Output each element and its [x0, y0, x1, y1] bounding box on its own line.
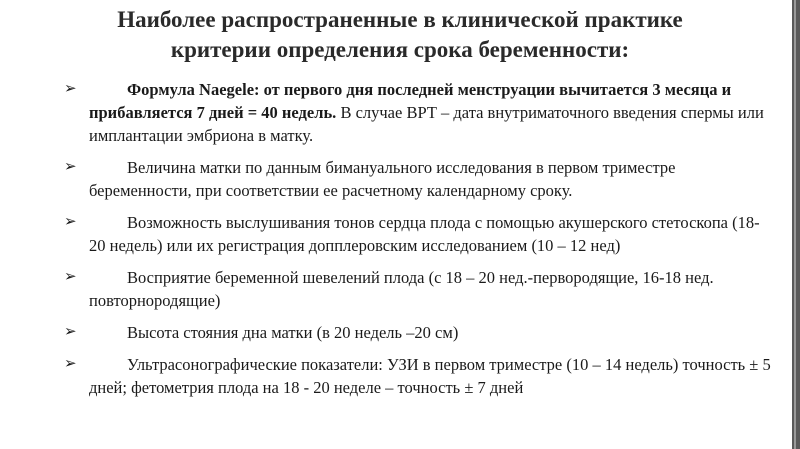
list-item-fetal-movements [60, 266, 775, 312]
arrow-bullet-icon: ➢ [64, 81, 77, 97]
list-item-naegele [60, 78, 775, 147]
list-item-ultrasound [60, 353, 775, 399]
list-item-text: Высота стояния дна матки (в 20 недель –20 см) [127, 323, 459, 342]
list-item-text: Ультрасонографические показатели: УЗИ в первом триместре (10 – 14 недель) точность ± 5 дней; фетометрия плода на 18 - 20 неделе – точность ± 7 дней [89, 355, 771, 397]
list-item-text: Возможность выслушивания тонов сердца плода с помощью акушерского стетоскопа (18-20 недель) или их регистрация допплеровским исследованием (10 – 12 нед) [89, 213, 760, 255]
list-item-uterus-size [60, 156, 775, 202]
arrow-bullet-icon: ➢ [64, 159, 77, 175]
slide-title-line-2: критерии определения срока беременности: [170, 37, 630, 62]
arrow-bullet-icon: ➢ [64, 356, 77, 372]
arrow-bullet-icon: ➢ [64, 214, 77, 230]
arrow-bullet-icon: ➢ [64, 324, 77, 340]
right-edge-bar [792, 0, 800, 449]
list-item-heart-tones [60, 211, 775, 257]
right-edge-stripe [794, 0, 796, 449]
arrow-bullet-icon: ➢ [64, 269, 77, 285]
criteria-list [60, 78, 775, 408]
list-item-text: Восприятие беременной шевелений плода (с 18 – 20 нед.-первородящие, 16-18 нед. повторнородящие) [89, 268, 714, 310]
list-item-text [89, 78, 775, 147]
list-item-bold-text: Формула Naegele: от первого дня последней менструации вычитается 3 месяца и прибавляется 7 дней = 40 недель. [89, 80, 732, 122]
list-item-fundal-height [60, 321, 775, 344]
list-item-text: Величина матки по данным бимануального исследования в первом триместре беременности, при соответствии ее расчетному календарному сроку. [89, 158, 676, 200]
slide-title [60, 5, 740, 65]
slide-title-line-1: Наиболее распространенные в клинической практике [117, 7, 683, 32]
list-item-normal-text: В случае ВРТ – дата внутриматочного введения спермы или имплантации эмбриона в матку. [89, 103, 764, 145]
